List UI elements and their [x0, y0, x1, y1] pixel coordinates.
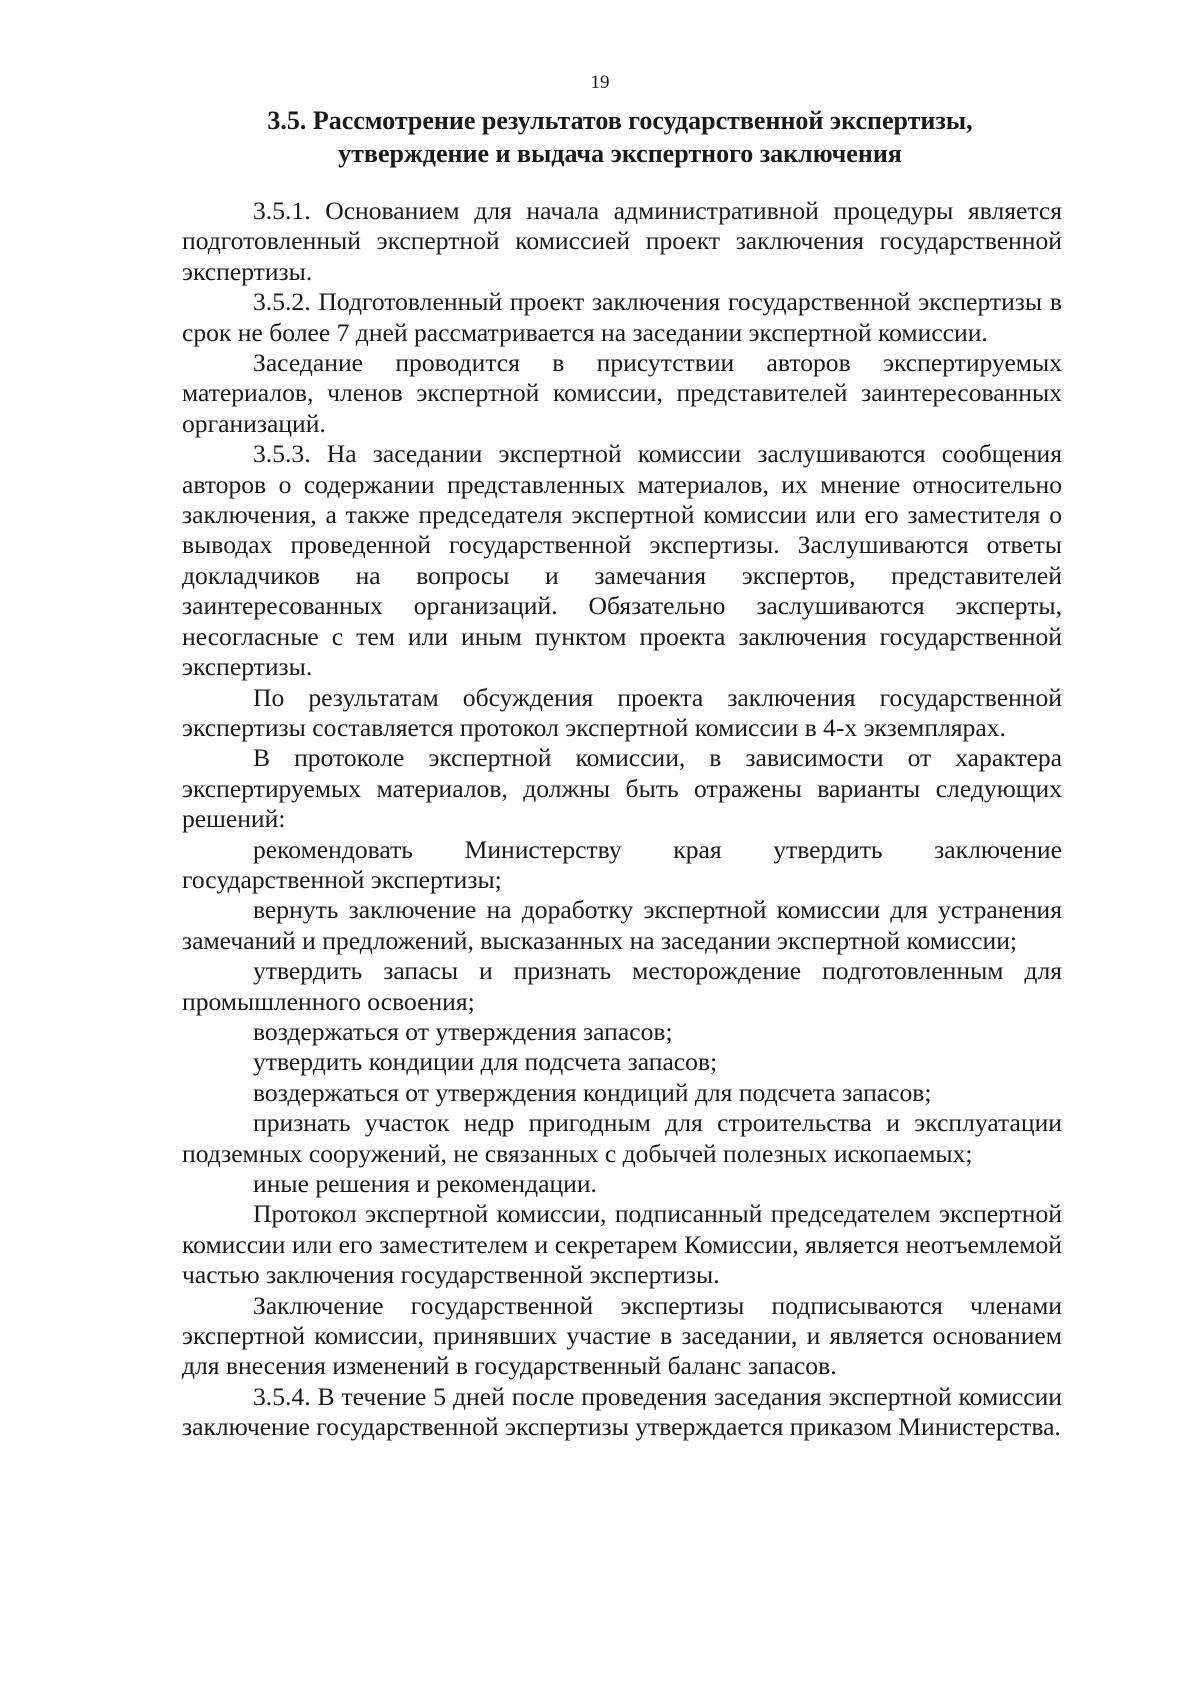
- decision-item: утвердить кондиции для подсчета запасов;: [253, 1047, 718, 1077]
- decision-item: воздержаться от утверждения кондиций для подсчета запасов;: [253, 1077, 932, 1107]
- decision-item: рекомендовать Министерству края утвердить заключение государственной экспертизы;: [182, 834, 1062, 894]
- decision-item: утвердить запасы и признать месторождение подготовленным для промышленного освоения;: [182, 956, 1062, 1016]
- document-body: [182, 196, 1062, 1443]
- paragraph-protocol-results: По результатам обсуждения проекта заключения государственной экспертизы составляется протокол экспертной комиссии в 4-х экземплярах.: [182, 682, 1062, 742]
- paragraph-protocol-decisions: В протоколе экспертной комиссии, в зависимости от характера экспертируемых материалов, должны быть отражены варианты следующих решений:: [182, 743, 1062, 834]
- section-heading-line-2: утверждение и выдача экспертного заключения: [338, 139, 902, 168]
- paragraph-3-5-1: 3.5.1. Основанием для начала административной процедуры является подготовленный экспертной комиссией проект заключения государственной экспертизы.: [182, 196, 1062, 286]
- decision-item: вернуть заключение на доработку экспертной комиссии для устранения замечаний и предложений, высказанных на заседании экспертной комиссии;: [182, 895, 1062, 955]
- page-number: 19: [590, 72, 610, 93]
- decision-item: иные решения и рекомендации.: [253, 1169, 597, 1198]
- paragraph-meeting: Заседание проводится в присутствии авторов экспертируемых материалов, членов экспертной комиссии, представителей заинтересованных организаций.: [182, 348, 1062, 438]
- paragraph-3-5-3: 3.5.3. На заседании экспертной комиссии заслушиваются сообщения авторов о содержании представленных материалов, их мнение относительно заключения, а также председателя экспертной комиссии или его заместителя о выводах проведенной государственной экспертизы. Заслушиваются ответы докладчиков на вопросы и замечания экспертов, представителей заинтересованных организаций. Обязательно заслушиваются эксперты, несогласные с тем или иным пунктом проекта заключения государственной экспертизы.: [182, 439, 1062, 682]
- decision-item: воздержаться от утверждения запасов;: [253, 1016, 673, 1046]
- section-heading-line-1: 3.5. Рассмотрение результатов государственной экспертизы,: [267, 106, 973, 135]
- decision-item: признать участок недр пригодным для строительства и эксплуатации подземных сооружений, не связанных с добычей полезных ископаемых;: [182, 1108, 1062, 1168]
- section-heading: [180, 104, 1060, 170]
- paragraph-3-5-2: 3.5.2. Подготовленный проект заключения государственной экспертизы в срок не более 7 дней рассматривается на заседании экспертной комиссии.: [182, 287, 1062, 347]
- paragraph-3-5-4: 3.5.4. В течение 5 дней после проведения заседания экспертной комиссии заключение государственной экспертизы утверждается приказом Министерства.: [182, 1381, 1062, 1442]
- paragraph-conclusion-signed: Заключение государственной экспертизы подписываются членами экспертной комиссии, принявших участие в заседании, и является основанием для внесения изменений в государственный баланс запасов.: [182, 1290, 1062, 1381]
- paragraph-protocol-signed: Протокол экспертной комиссии, подписанный председателем экспертной комиссии или его заместителем и секретарем Комиссии, является неотъемлемой частью заключения государственной экспертизы.: [182, 1199, 1062, 1290]
